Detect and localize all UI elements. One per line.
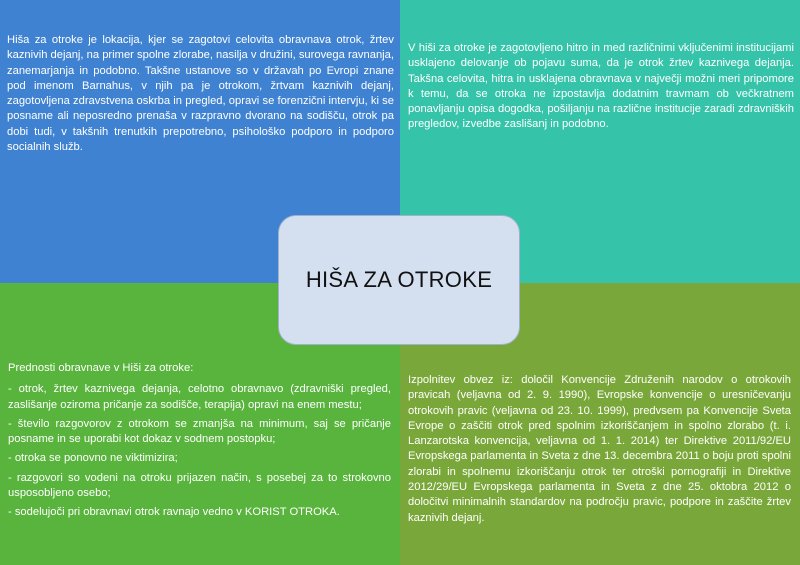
advantage-item: - število razgovorov z otrokom se zmanjša na minimum, saj se pričanje posname in se uporabi kot dokaz v sodnem postopku;: [8, 417, 391, 446]
center-title: HIŠA ZA OTROKE: [305, 267, 493, 292]
advantage-item: - otrok, žrtev kaznivega dejanja, celotno obravnavo (zdravniški pregled, zaslišanje oziroma pričanje za sodišče, terapija) opravi na enem mestu;: [8, 383, 391, 411]
advantage-item: - sodelujoči pri obravnavi otrok ravnajo vedno v KORIST OTROKA.: [8, 506, 340, 519]
center-title-box: [278, 215, 520, 345]
coordination-text: V hiši za otroke je zagotovljeno hitro in med različnimi vključenimi institucijami usklajeno delovanje ob pojavu suma, da je otrok žrtev kaznivega dejanja. Takšna celovita, hitra in usklajena obravnava v največji možni meri pripomore k temu, da se otroka ne izpostavlja dodatnim travmam ob večkratnem ponavljanju opisa dogodka, pošiljanju na različne institucije zaradi zdravniških pregledov, izvedbe zaslišanj in podobno.: [408, 42, 794, 131]
obligations-text: Izpolnitev obvez iz: določil Konvencije Združenih narodov o otrokovih pravicah (veljavna od 2. 9. 1990), Evropske konvencije o uresničevanju otrokovih pravic (veljavna od 23. 10. 1999), predvsem pa Konvencije Sveta Evrope o zaščiti otrok pred spolnim izkoriščanjem in spolno zlorabo (t. i. Lanzarotska konvencija, veljavna od 1. 1. 2014) ter Direktive 2011/92/EU Evropskega parlamenta in Sveta z dne 13. decembra 2011 o boju proti spolni zlorabi in spolnemu izkoriščanju otrok ter otroški pornografiji in Direktive 2012/29/EU Evropskega parlamenta in Sveta z dne 25. oktobra 2012 o določitvi minimalnih standardov na področju pravic, podpore in zaščite žrtev kaznivih dejanj.: [408, 374, 791, 524]
advantage-item: - otroka se ponovno ne viktimizira;: [8, 452, 178, 465]
definition-text: Hiša za otroke je lokacija, kjer se zagotovi celovita obravnava otrok, žrtev kaznivih dejanj, na primer spolne zlorabe, nasilja v družini, surovega ravnanja, zanemarjanja in podobno. Takšne ustanove so v državah po Evropi znane pod imenom Barnahus, v njih pa je otrokom, žrtvam kaznivih dejanj, zagotovljena zdravstvena oskrba in pregled, opravi se forenzični intervju, ki se posname ali neposredno prenaša v razpravno dvorano na sodišču, otrok pa dobi tudi, v takšnih trenutkih prepotrebno, psihološko podporo in podporo socialnih služb.: [7, 34, 394, 154]
advantages-list: [8, 382, 391, 520]
advantages-intro: Prednosti obravnave v Hiši za otroke:: [8, 362, 194, 374]
advantage-item: - razgovori so vodeni na otroku prijazen način, s posebej za to strokovno usposobljeno osebo;: [8, 471, 391, 500]
